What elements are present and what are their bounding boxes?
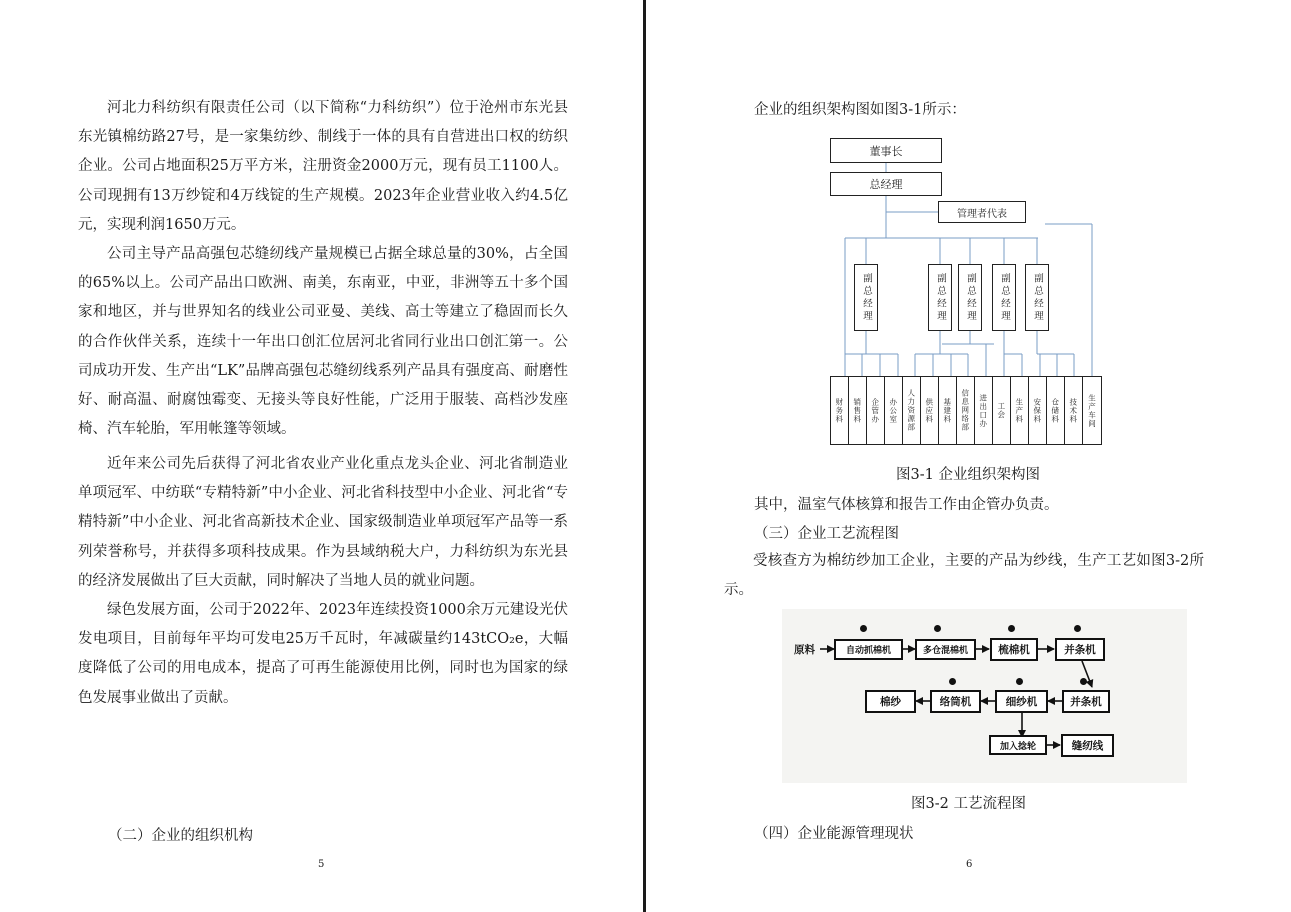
department-box: 信息网络部 bbox=[956, 376, 975, 445]
process-marker-dot bbox=[1080, 678, 1087, 685]
spinning-frame-box: 细纱机 bbox=[995, 690, 1048, 713]
department-box: 办公室 bbox=[884, 376, 903, 445]
department-box: 生产科 bbox=[1010, 376, 1029, 445]
honors-paragraph: 近年来公司先后获得了河北省农业产业化重点龙头企业、河北省制造业单项冠军、中纺联“专精特新”中小企业、河北省科技型中小企业、河北省“专精特新”中小企业、河北省高新技术企业、国家级制造业单项冠军产品等一系列荣誉称号，并获得多项科技成果。作为县域纳税大户，力科纺织为东光县的经济发展做出了巨大贡献，同时解决了当地人员的就业问题。 bbox=[78, 456, 568, 589]
carding-machine-box: 梳棉机 bbox=[990, 638, 1038, 661]
org-chart bbox=[830, 138, 1107, 445]
department-box: 技术科 bbox=[1064, 376, 1083, 445]
department-box: 进出口办 bbox=[974, 376, 993, 445]
department-box: 销售科 bbox=[848, 376, 867, 445]
ghg-note: 其中，温室气体核算和报告工作由企管办负责。 bbox=[754, 497, 1059, 513]
process-flow-chart bbox=[782, 609, 1187, 783]
vice-manager-box: 副总经理 bbox=[992, 264, 1016, 331]
section-heading-energy: （四）企业能源管理现状 bbox=[754, 826, 914, 842]
green-development-paragraph: 绿色发展方面，公司于2022年、2023年连续投资1000余万元建设光伏发电项目，目前每年平均可发电25万千瓦时，年减碳量约143tCO₂e，大幅度降低了公司的用电成本，提高了可再生能源使用比例，同时也为国家的绿色发展事业做出了贡献。 bbox=[78, 602, 568, 706]
page-number-left: 5 bbox=[318, 859, 325, 870]
process-marker-dot bbox=[934, 625, 941, 632]
department-box: 生产车间 bbox=[1082, 376, 1102, 445]
multi-mixer-box: 多仓混棉机 bbox=[915, 639, 976, 660]
section-heading-organization: （二）企业的组织机构 bbox=[108, 828, 253, 844]
process-intro: 受核查方为棉纺纱加工企业，主要的产品为纱线，生产工艺如图3-2所示。 bbox=[724, 553, 1204, 599]
auto-bale-plucker-box: 自动抓棉机 bbox=[834, 639, 903, 660]
process-flow-arrows bbox=[782, 609, 1187, 783]
intro-paragraph: 河北力科纺织有限责任公司（以下简称“力科纺织”）位于沧州市东光县东光镇棉纺路27号，是一家集纺纱、制线于一体的具有自营进出口权的纺织企业。公司占地面积25万平方米，注册资金2000万元，现有员工1100人。公司现拥有13万纱锭和4万线锭的生产规模。2023年企业营业收入约4.5亿元，实现利润1650万元。 bbox=[78, 100, 568, 233]
section-heading-process: （三）企业工艺流程图 bbox=[754, 526, 899, 542]
left-page bbox=[0, 0, 643, 912]
org-chart-intro: 企业的组织架构图如图3-1所示： bbox=[754, 102, 966, 118]
department-box: 工会 bbox=[992, 376, 1011, 445]
process-marker-dot bbox=[860, 625, 867, 632]
twist-wheel-box: 加入捻轮 bbox=[989, 735, 1047, 755]
department-box: 仓储科 bbox=[1046, 376, 1065, 445]
department-box: 人力资源部 bbox=[902, 376, 921, 445]
process-marker-dot bbox=[1074, 625, 1081, 632]
drawing-frame-box: 并条机 bbox=[1055, 638, 1105, 661]
department-box: 供应科 bbox=[920, 376, 939, 445]
department-box: 财务科 bbox=[830, 376, 849, 445]
department-box: 基建科 bbox=[938, 376, 957, 445]
chairman-box: 董事长 bbox=[830, 138, 942, 163]
process-marker-dot bbox=[1016, 678, 1023, 685]
department-box: 安保科 bbox=[1028, 376, 1047, 445]
cotton-yarn-box: 棉纱 bbox=[865, 690, 916, 713]
products-paragraph: 公司主导产品高强包芯缝纫线产量规模已占据全球总量的30%，占全国的65%以上。公司产品出口欧洲、南美，东南亚，中亚，非洲等五十多个国家和地区，并与世界知名的线业公司亚曼、美线、高士等建立了稳固而长久的合作伙伴关系，连续十一年出口创汇位居河北省同行业出口创汇第一。公司成功开发、生产出“LK”品牌高强包芯缝纫线系列产品具有强度高、耐磨性好、耐高温、耐腐蚀霉变、无接头等良好性能，广泛用于服装、高档沙发座椅、汽车轮胎，军用帐篷等领域。 bbox=[78, 246, 568, 438]
page-number-right: 6 bbox=[966, 859, 973, 870]
sewing-thread-box: 缝纫线 bbox=[1061, 734, 1114, 757]
process-marker-dot bbox=[949, 678, 956, 685]
vice-manager-box: 副总经理 bbox=[854, 264, 878, 331]
process-marker-dot bbox=[1008, 625, 1015, 632]
management-rep-box: 管理者代表 bbox=[938, 201, 1026, 223]
winding-machine-box: 络筒机 bbox=[930, 690, 981, 713]
drawing-frame-box-2: 并条机 bbox=[1062, 690, 1110, 713]
figure-3-1-caption: 图3-1 企业组织架构图 bbox=[896, 467, 1040, 483]
vice-manager-box: 副总经理 bbox=[1025, 264, 1049, 331]
vice-manager-box: 副总经理 bbox=[928, 264, 952, 331]
right-page bbox=[646, 0, 1291, 912]
general-manager-box: 总经理 bbox=[830, 172, 942, 196]
raw-material-label: 原料 bbox=[794, 644, 815, 656]
department-box: 企管办 bbox=[866, 376, 885, 445]
figure-3-2-caption: 图3-2 工艺流程图 bbox=[911, 796, 1026, 812]
vice-manager-box: 副总经理 bbox=[958, 264, 982, 331]
